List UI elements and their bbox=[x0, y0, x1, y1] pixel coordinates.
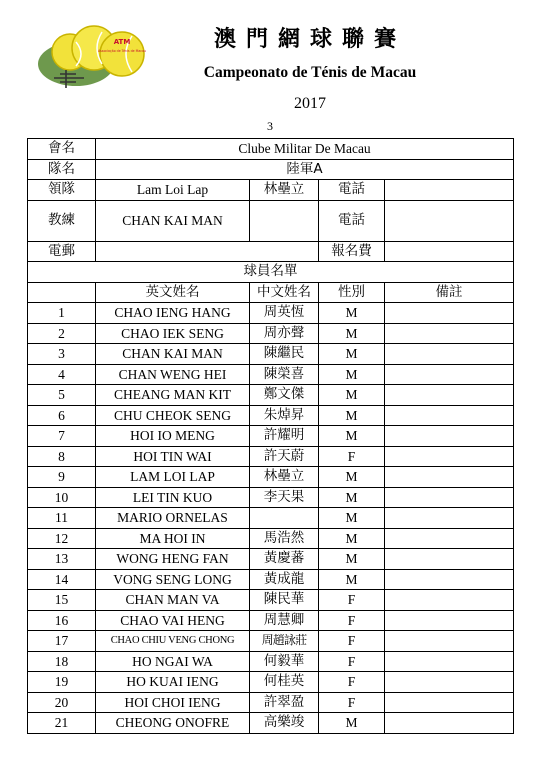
player-gender: M bbox=[319, 303, 385, 324]
player-remarks bbox=[385, 692, 514, 713]
player-chinese-name: 周亦聲 bbox=[250, 323, 319, 344]
player-remarks bbox=[385, 569, 514, 590]
coach-row bbox=[28, 200, 514, 241]
player-number: 14 bbox=[28, 569, 96, 590]
player-chinese-name: 周英恆 bbox=[250, 303, 319, 324]
player-chinese-name bbox=[250, 508, 319, 529]
player-number: 8 bbox=[28, 446, 96, 467]
player-remarks bbox=[385, 446, 514, 467]
player-row bbox=[28, 323, 514, 344]
player-remarks bbox=[385, 528, 514, 549]
player-chinese-name: 林壘立 bbox=[250, 467, 319, 488]
player-row bbox=[28, 651, 514, 672]
player-row bbox=[28, 713, 514, 734]
email-value bbox=[96, 241, 319, 262]
player-chinese-name: 馬浩然 bbox=[250, 528, 319, 549]
player-chinese-name: 許耀明 bbox=[250, 426, 319, 447]
player-english-name: LAM LOI LAP bbox=[96, 467, 250, 488]
fee-value bbox=[385, 241, 514, 262]
player-gender: M bbox=[319, 344, 385, 365]
player-gender: M bbox=[319, 467, 385, 488]
player-number: 5 bbox=[28, 385, 96, 406]
player-gender: M bbox=[319, 487, 385, 508]
player-number: 10 bbox=[28, 487, 96, 508]
header-english-name: 英文姓名 bbox=[96, 282, 250, 303]
player-english-name: HOI TIN WAI bbox=[96, 446, 250, 467]
player-remarks bbox=[385, 508, 514, 529]
player-english-name: WONG HENG FAN bbox=[96, 549, 250, 570]
player-row bbox=[28, 590, 514, 611]
player-chinese-name: 高樂竣 bbox=[250, 713, 319, 734]
tennis-balls-logo-graphic bbox=[36, 22, 156, 94]
player-gender: M bbox=[319, 323, 385, 344]
coach-english-name: CHAN KAI MAN bbox=[96, 200, 250, 241]
player-number: 17 bbox=[28, 631, 96, 652]
player-gender: F bbox=[319, 692, 385, 713]
org-value: Clube Militar De Macau bbox=[96, 139, 514, 160]
fee-label: 報名費 bbox=[319, 241, 385, 262]
player-row bbox=[28, 631, 514, 652]
player-remarks bbox=[385, 405, 514, 426]
player-gender: F bbox=[319, 631, 385, 652]
player-number: 15 bbox=[28, 590, 96, 611]
player-number: 4 bbox=[28, 364, 96, 385]
player-chinese-name: 何桂英 bbox=[250, 672, 319, 693]
player-english-name: HOI IO MENG bbox=[96, 426, 250, 447]
player-english-name: MA HOI IN bbox=[96, 528, 250, 549]
player-number: 18 bbox=[28, 651, 96, 672]
player-number: 13 bbox=[28, 549, 96, 570]
player-english-name: CHAO IENG HANG bbox=[96, 303, 250, 324]
player-row bbox=[28, 610, 514, 631]
player-gender: M bbox=[319, 364, 385, 385]
roster-title: 球員名單 bbox=[28, 262, 514, 283]
player-remarks bbox=[385, 610, 514, 631]
player-number: 16 bbox=[28, 610, 96, 631]
player-english-name: CHAN WENG HEI bbox=[96, 364, 250, 385]
player-gender: M bbox=[319, 426, 385, 447]
player-row bbox=[28, 303, 514, 324]
player-gender: M bbox=[319, 528, 385, 549]
player-english-name: MARIO ORNELAS bbox=[96, 508, 250, 529]
player-remarks bbox=[385, 303, 514, 324]
roster-title-row bbox=[28, 262, 514, 283]
player-remarks bbox=[385, 426, 514, 447]
player-gender: M bbox=[319, 549, 385, 570]
player-number: 7 bbox=[28, 426, 96, 447]
player-number: 20 bbox=[28, 692, 96, 713]
player-english-name: CHAO CHIU VENG CHONG bbox=[96, 631, 250, 652]
association-logo bbox=[36, 22, 156, 94]
leader-row bbox=[28, 180, 514, 201]
player-gender: M bbox=[319, 569, 385, 590]
season-year: 2017 bbox=[294, 95, 326, 112]
player-remarks bbox=[385, 549, 514, 570]
team-row bbox=[28, 159, 514, 180]
player-chinese-name: 何毅華 bbox=[250, 651, 319, 672]
header-number bbox=[28, 282, 96, 303]
leader-phone-label: 電話 bbox=[319, 180, 385, 201]
player-chinese-name: 周趙詠莊 bbox=[250, 631, 319, 652]
player-gender: M bbox=[319, 508, 385, 529]
player-row bbox=[28, 426, 514, 447]
leader-english-name: Lam Loi Lap bbox=[96, 180, 250, 201]
player-number: 2 bbox=[28, 323, 96, 344]
player-remarks bbox=[385, 385, 514, 406]
player-english-name: CHAN KAI MAN bbox=[96, 344, 250, 365]
player-remarks bbox=[385, 467, 514, 488]
player-chinese-name: 黃成龍 bbox=[250, 569, 319, 590]
player-number: 3 bbox=[28, 344, 96, 365]
player-row bbox=[28, 364, 514, 385]
logo-mark-text: ATM bbox=[113, 38, 131, 46]
player-english-name: CHAO VAI HENG bbox=[96, 610, 250, 631]
player-row bbox=[28, 344, 514, 365]
header-chinese-name: 中文姓名 bbox=[250, 282, 319, 303]
player-chinese-name: 陳榮喜 bbox=[250, 364, 319, 385]
player-gender: F bbox=[319, 446, 385, 467]
player-gender: F bbox=[319, 672, 385, 693]
org-label: 會名 bbox=[28, 139, 96, 160]
page-number: 3 bbox=[267, 119, 273, 133]
player-chinese-name: 陳繼民 bbox=[250, 344, 319, 365]
player-chinese-name: 鄭文傑 bbox=[250, 385, 319, 406]
email-row bbox=[28, 241, 514, 262]
player-english-name: CHAN MAN VA bbox=[96, 590, 250, 611]
player-chinese-name: 周慧卿 bbox=[250, 610, 319, 631]
player-row bbox=[28, 549, 514, 570]
player-number: 21 bbox=[28, 713, 96, 734]
roster-header-row bbox=[28, 282, 514, 303]
player-remarks bbox=[385, 713, 514, 734]
player-number: 12 bbox=[28, 528, 96, 549]
team-label: 隊名 bbox=[28, 159, 96, 180]
coach-phone-value bbox=[385, 200, 514, 241]
league-title-portuguese: Campeonato de Ténis de Macau bbox=[203, 64, 417, 81]
logo-caption: Associação de Ténis de Macau bbox=[97, 49, 147, 53]
coach-phone-label: 電話 bbox=[319, 200, 385, 241]
player-remarks bbox=[385, 651, 514, 672]
player-number: 9 bbox=[28, 467, 96, 488]
player-number: 11 bbox=[28, 508, 96, 529]
player-chinese-name: 李天果 bbox=[250, 487, 319, 508]
player-chinese-name: 許天蔚 bbox=[250, 446, 319, 467]
coach-label: 教練 bbox=[28, 200, 96, 241]
player-row bbox=[28, 467, 514, 488]
player-remarks bbox=[385, 487, 514, 508]
player-number: 1 bbox=[28, 303, 96, 324]
player-row bbox=[28, 569, 514, 590]
player-number: 19 bbox=[28, 672, 96, 693]
player-english-name: VONG SENG LONG bbox=[96, 569, 250, 590]
player-gender: F bbox=[319, 651, 385, 672]
leader-phone-value bbox=[385, 180, 514, 201]
player-chinese-name: 陳民華 bbox=[250, 590, 319, 611]
player-gender: M bbox=[319, 385, 385, 406]
player-english-name: CHAO IEK SENG bbox=[96, 323, 250, 344]
player-english-name: CHU CHEOK SENG bbox=[96, 405, 250, 426]
team-value: 陸軍A bbox=[96, 159, 514, 180]
player-row bbox=[28, 692, 514, 713]
player-remarks bbox=[385, 344, 514, 365]
player-remarks bbox=[385, 631, 514, 652]
player-row bbox=[28, 385, 514, 406]
player-chinese-name: 黃慶蕃 bbox=[250, 549, 319, 570]
player-remarks bbox=[385, 323, 514, 344]
player-remarks bbox=[385, 364, 514, 385]
player-number: 6 bbox=[28, 405, 96, 426]
player-gender: F bbox=[319, 590, 385, 611]
player-english-name: HO KUAI IENG bbox=[96, 672, 250, 693]
player-english-name: HO NGAI WA bbox=[96, 651, 250, 672]
leader-label: 領隊 bbox=[28, 180, 96, 201]
player-remarks bbox=[385, 672, 514, 693]
player-english-name: CHEONG ONOFRE bbox=[96, 713, 250, 734]
player-english-name: LEI TIN KUO bbox=[96, 487, 250, 508]
player-gender: M bbox=[319, 713, 385, 734]
player-english-name: HOI CHOI IENG bbox=[96, 692, 250, 713]
player-chinese-name: 許翠盈 bbox=[250, 692, 319, 713]
player-row bbox=[28, 508, 514, 529]
player-row bbox=[28, 405, 514, 426]
leader-chinese-name: 林壘立 bbox=[250, 180, 319, 201]
player-row bbox=[28, 446, 514, 467]
player-row bbox=[28, 528, 514, 549]
header-remarks: 備註 bbox=[385, 282, 514, 303]
player-row bbox=[28, 672, 514, 693]
player-chinese-name: 朱焯昇 bbox=[250, 405, 319, 426]
league-title-chinese: 澳門網球聯賽 bbox=[213, 26, 406, 52]
player-row bbox=[28, 487, 514, 508]
coach-chinese-name bbox=[250, 200, 319, 241]
player-gender: M bbox=[319, 405, 385, 426]
email-label: 電郵 bbox=[28, 241, 96, 262]
team-registration-table bbox=[27, 138, 514, 734]
header-gender: 性別 bbox=[319, 282, 385, 303]
player-remarks bbox=[385, 590, 514, 611]
player-english-name: CHEANG MAN KIT bbox=[96, 385, 250, 406]
org-row bbox=[28, 139, 514, 160]
player-gender: F bbox=[319, 610, 385, 631]
